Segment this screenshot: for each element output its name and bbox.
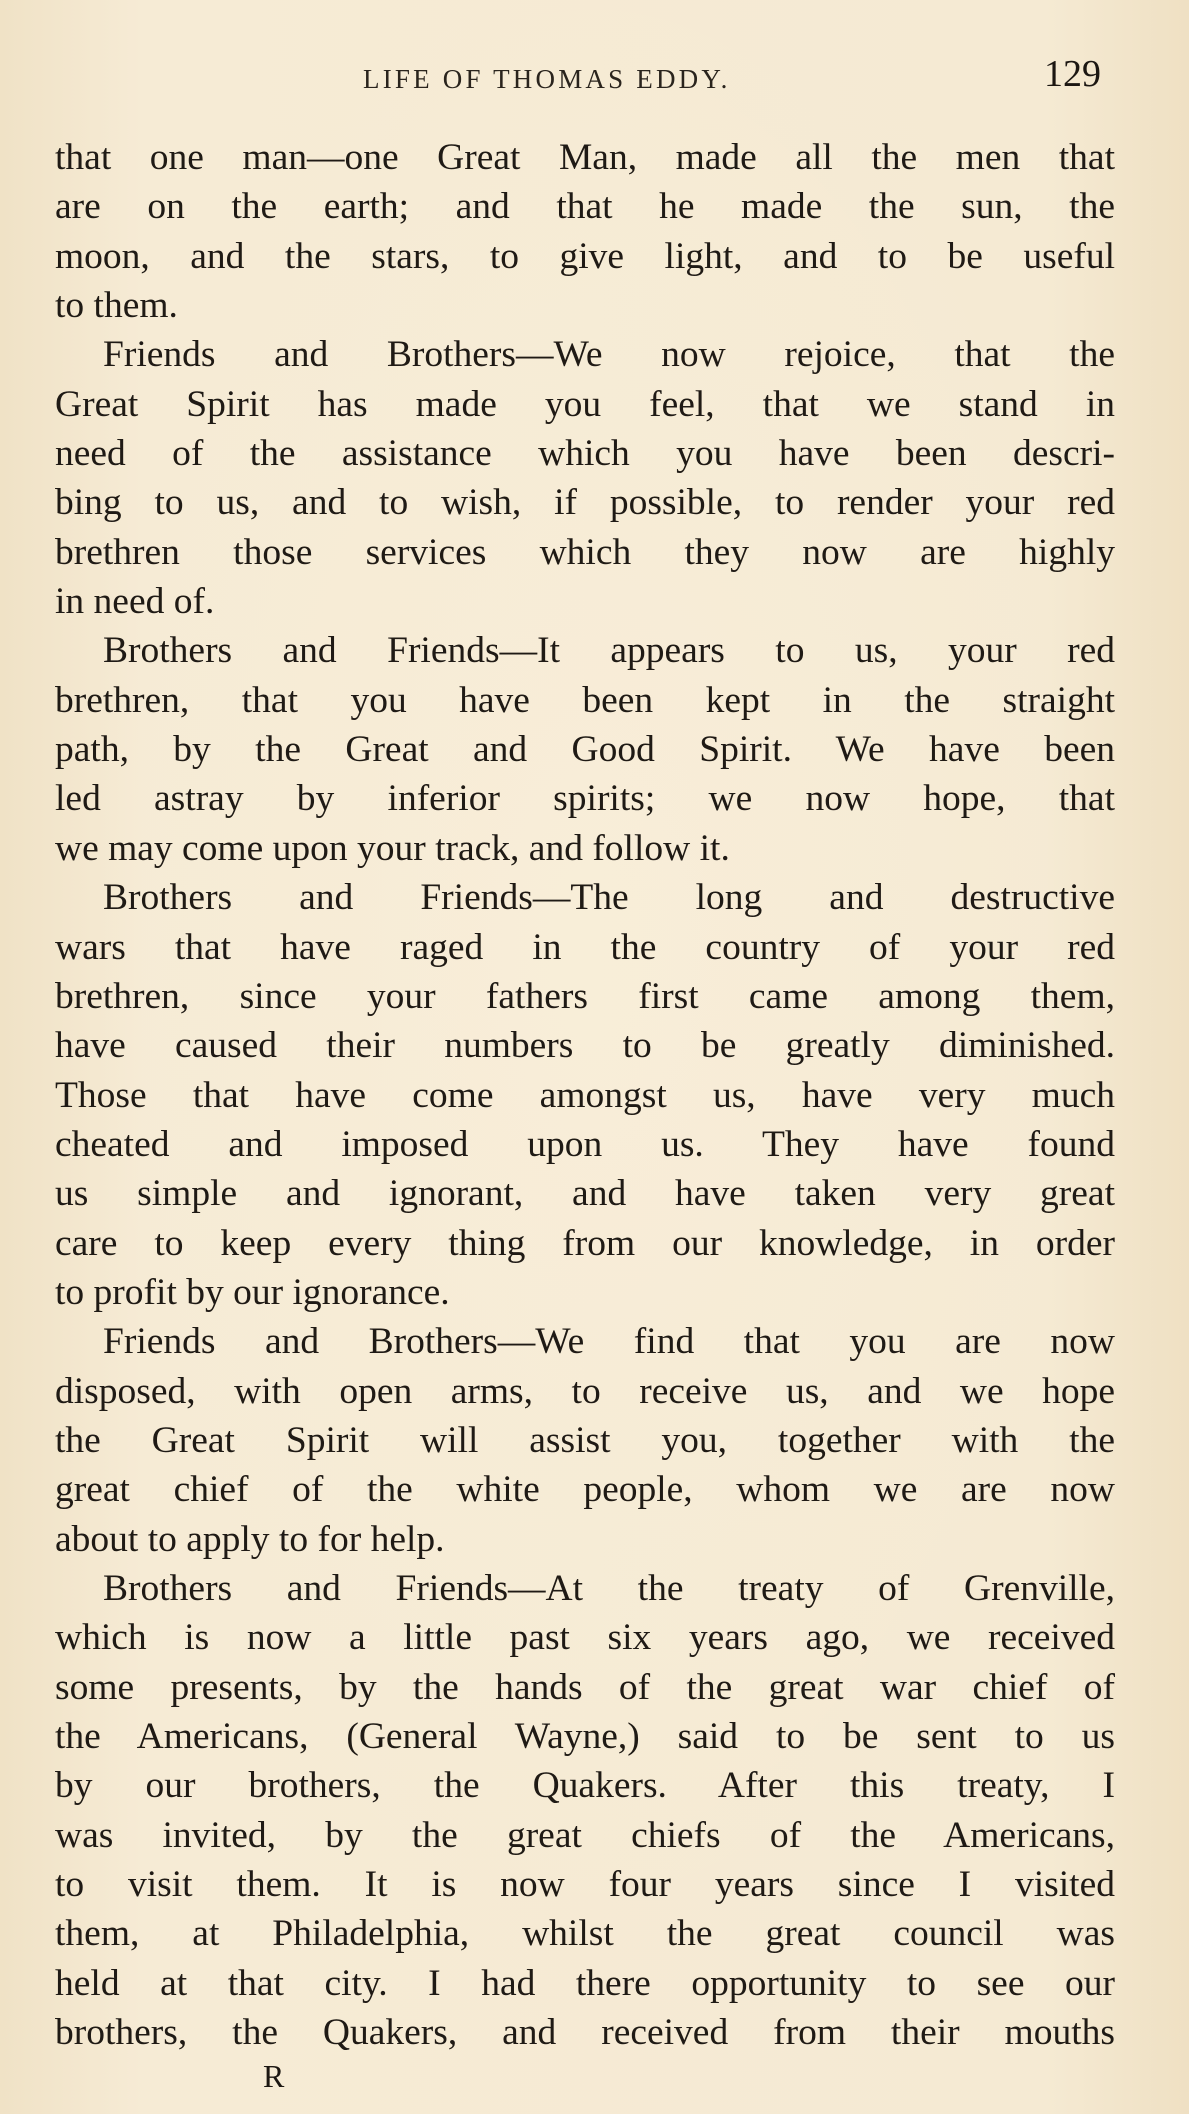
page-number: 129 — [1044, 53, 1101, 95]
text-line: cheated and imposed upon us. They have found — [55, 1123, 1115, 1165]
text-line: to profit by our ignorance. — [55, 1271, 450, 1313]
paragraph-first-line: Friends and Brothers—We find that you are now — [103, 1321, 1115, 1363]
text-line: brothers, the Quakers, and received from their mouths — [55, 2012, 1115, 2054]
text-line: we may come upon your track, and follow it. — [55, 827, 730, 869]
text-line: Those that have come amongst us, have very much — [55, 1074, 1115, 1116]
text-line: to them. — [55, 285, 178, 327]
text-line: bing to us, and to wish, if possible, to render your red — [55, 482, 1115, 524]
text-line: to visit them. It is now four years since I visited — [55, 1864, 1115, 1906]
text-line: in need of. — [55, 581, 215, 623]
running-head — [0, 52, 1189, 102]
paragraph-first-line: Brothers and Friends—At the treaty of Grenville, — [103, 1567, 1115, 1609]
signature-mark: R — [263, 2058, 285, 2094]
text-line: disposed, with open arms, to receive us, and we hope — [55, 1370, 1115, 1412]
paragraph-first-line: Brothers and Friends—The long and destructive — [103, 877, 1115, 919]
text-line: some presents, by the hands of the great war chief of — [55, 1666, 1115, 1708]
text-line: have caused their numbers to be greatly diminished. — [55, 1025, 1115, 1067]
paragraph-first-line: Friends and Brothers—We now rejoice, that the — [103, 334, 1115, 376]
text-line: led astray by inferior spirits; we now hope, that — [55, 778, 1115, 820]
text-line: moon, and the stars, to give light, and to be useful — [55, 235, 1115, 277]
text-line: was invited, by the great chiefs of the Americans, — [55, 1814, 1115, 1856]
paragraph-first-line: Brothers and Friends—It appears to us, your red — [103, 630, 1115, 672]
text-line: Great Spirit has made you feel, that we stand in — [55, 383, 1115, 425]
text-line: by our brothers, the Quakers. After this treaty, I — [55, 1765, 1115, 1807]
text-line: care to keep every thing from our knowledge, in order — [55, 1222, 1115, 1264]
text-line: brethren, that you have been kept in the straight — [55, 679, 1115, 721]
running-title: LIFE OF THOMAS EDDY. — [363, 64, 731, 94]
text-line: are on the earth; and that he made the sun, the — [55, 186, 1115, 228]
text-line: about to apply to for help. — [55, 1518, 445, 1560]
text-line: path, by the Great and Good Spirit. We have been — [55, 729, 1115, 771]
body-text — [55, 133, 1115, 2057]
text-line: brethren, since your fathers first came among them, — [55, 975, 1115, 1017]
text-line: us simple and ignorant, and have taken very great — [55, 1173, 1115, 1215]
text-line: which is now a little past six years ago, we received — [55, 1617, 1115, 1659]
text-line: the Great Spirit will assist you, together with the — [55, 1419, 1115, 1461]
text-line: great chief of the white people, whom we are now — [55, 1469, 1115, 1511]
text-line: that one man—one Great Man, made all the men that — [55, 137, 1115, 178]
text-line: brethren those services which they now are highly — [55, 531, 1115, 573]
text-line: wars that have raged in the country of your red — [55, 926, 1115, 968]
text-line: held at that city. I had there opportunity to see our — [55, 1962, 1115, 2004]
text-line: need of the assistance which you have been descri- — [55, 433, 1115, 475]
text-line: the Americans, (General Wayne,) said to be sent to us — [55, 1716, 1115, 1757]
text-line: them, at Philadelphia, whilst the great council was — [55, 1913, 1115, 1955]
